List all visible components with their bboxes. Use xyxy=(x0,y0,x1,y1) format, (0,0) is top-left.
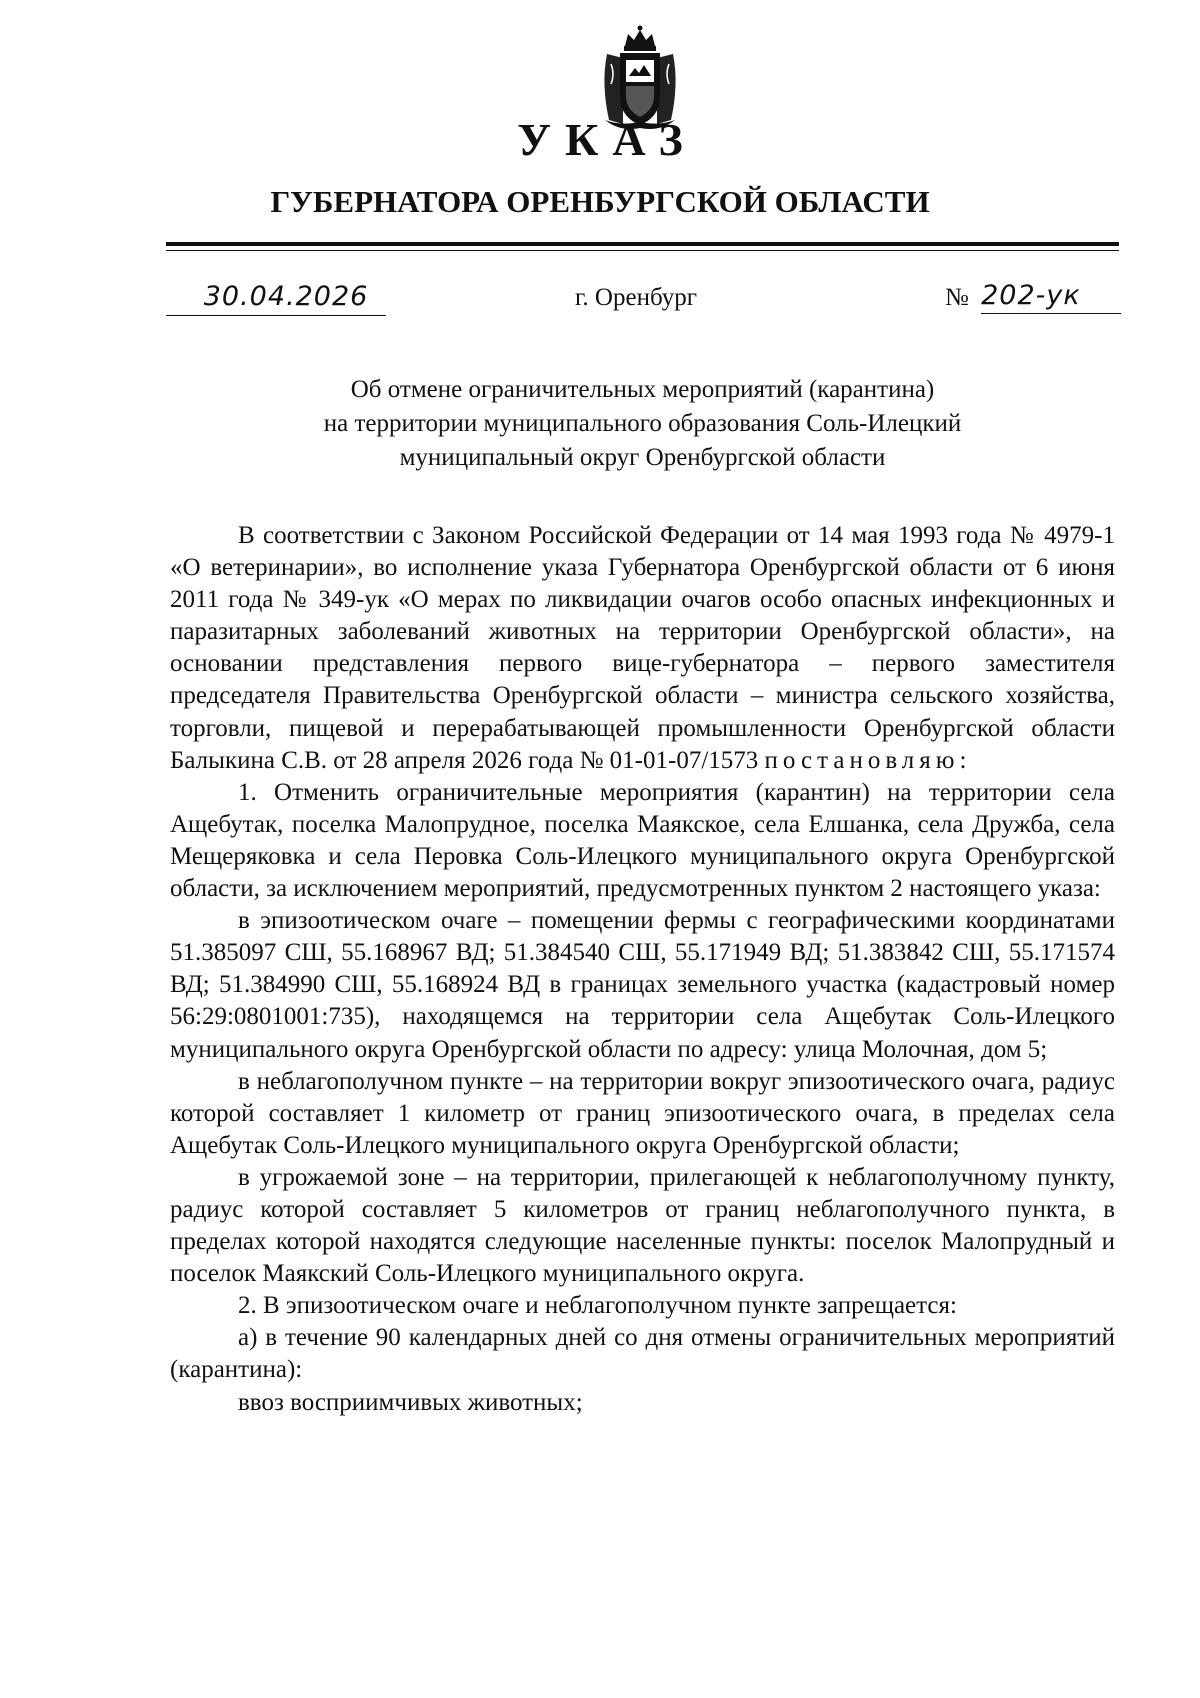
subject-line: Об отмене ограничительных мероприятий (карантина) xyxy=(350,376,935,403)
document-type-title: УКАЗ xyxy=(517,114,697,165)
number-sign: № xyxy=(945,284,969,311)
item-1-paragraph: 1. Отменить ограничительные мероприятия (карантин) на территории села Ащебутак, поселка Малопрудное, поселка Маякское, села Елшанка, села Дружба, села Мещеряковка и села Перовка Соль-Илецкого муниципального округа Оренбургской области, за исключением мероприятий, предусмотренных пунктом 2 настоящего указа: xyxy=(170,778,1115,903)
item-1-threat-paragraph: в угрожаемой зоне – на территории, прилегающей к неблагополучному пункту, радиус которой составляет 5 километров от границ неблагополучного пункта, в пределах которой находятся следующие населенные пункты: поселок Малопрудный и поселок Маякский Соль-Илецкого муниципального округа. xyxy=(170,1163,1115,1288)
document-date: 30.04.2026 xyxy=(166,278,386,316)
header-rule-thick xyxy=(166,242,1119,246)
subject-line: на территории муниципального образования Соль-Илецкий xyxy=(323,410,962,437)
issuer-title: ГУБЕРНАТОРА ОРЕНБУРГСКОЙ ОБЛАСТИ xyxy=(270,184,930,219)
item-1-unfavorable-paragraph: в неблагополучном пункте – на территории вокруг эпизоотического очага, радиус которой составляет 1 километр от границ эпизоотического очага, в пределах села Ащебутак Соль-Илецкого муниципального округа Оренбургской области; xyxy=(170,1067,1115,1159)
item-2a-1-paragraph: ввоз восприимчивых животных; xyxy=(238,1388,583,1416)
decree-body xyxy=(170,520,1115,1419)
resolve-word: постановляю: xyxy=(764,746,972,774)
subject-line: муниципальный округ Оренбургской области xyxy=(399,444,886,471)
item-2a-paragraph: а) в течение 90 календарных дней со дня отмены ограничительных мероприятий (карантина): xyxy=(170,1324,1115,1384)
header-rule-thin xyxy=(166,250,1119,251)
document-city: г. Оренбург xyxy=(575,284,697,311)
number-value: 202-ук xyxy=(981,278,1121,314)
item-2-paragraph: 2. В эпизоотическом очаге и неблагополучном пункте запрещается: xyxy=(238,1292,957,1320)
decree-subject xyxy=(170,373,1115,475)
preamble-paragraph xyxy=(170,520,1115,777)
item-1-focus-paragraph: в эпизоотическом очаге – помещении фермы с географическими координатами 51.385097 СШ, 55.168967 ВД; 51.384540 СШ, 55.171949 ВД; 51.383842 СШ, 55.171574 ВД; 51.384990 СШ, 55.168924 ВД в границах земельного участка (кадастровый номер 56:29:0801001:735), находящемся на территории села Ащебутак Соль-Илецкого муниципального округа Оренбургской области по адресу: улица Молочная, дом 5; xyxy=(170,907,1115,1063)
document-number xyxy=(945,278,1121,318)
preamble-text: В соответствии с Законом Российской Федерации от 14 мая 1993 года № 4979-1 «О ветеринарии», во исполнение указа Губернатора Оренбургской области от 6 июня 2011 года № 349-ук «О мерах по ликвидации очагов особо опасных инфекционных и паразитарных заболеваний животных на территории Оренбургской области», на основании представления первого вице-губернатора – первого заместителя председателя Правительства Оренбургской области – министра сельского хозяйства, торговли, пищевой и перерабатывающей промышленности Оренбургской области Балыкина С.В. от 28 апреля 2026 года № 01-01-07/1573 xyxy=(170,522,1115,774)
